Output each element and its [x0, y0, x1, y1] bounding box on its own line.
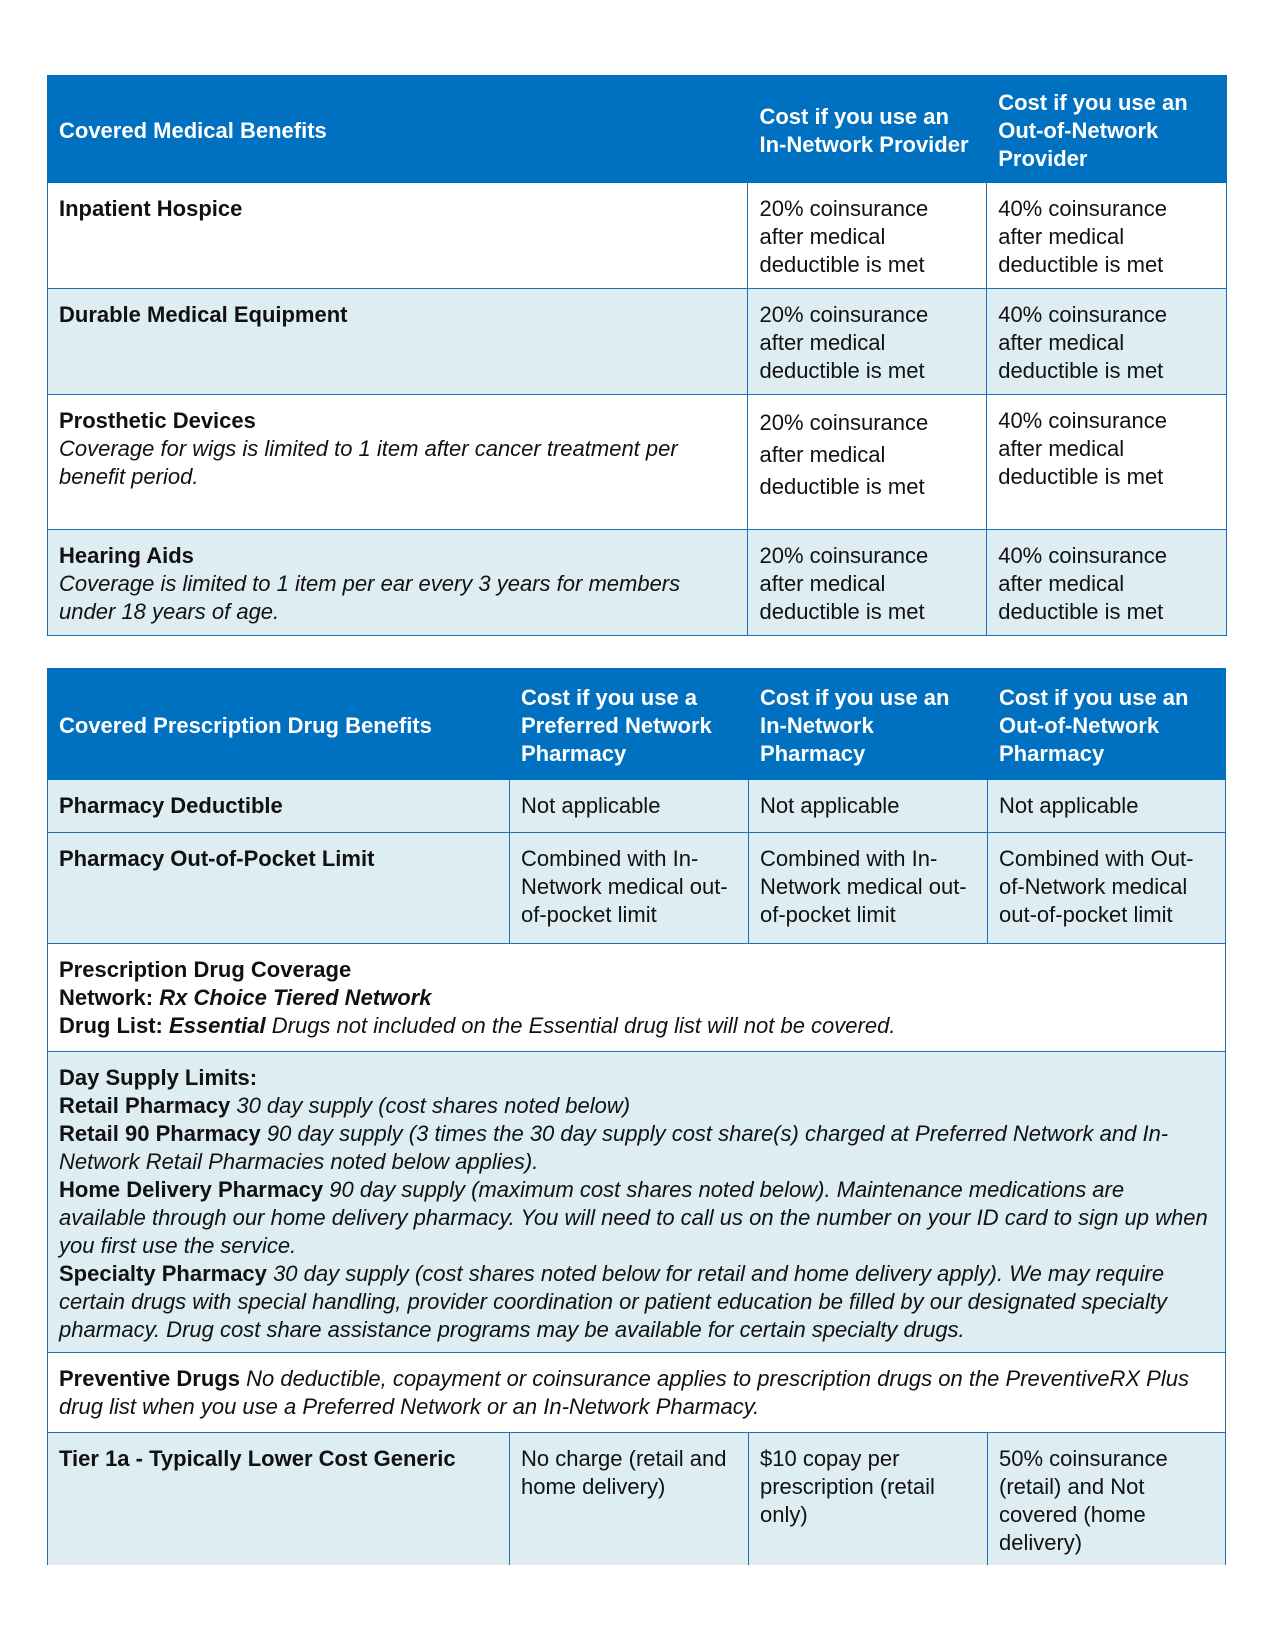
- out-network-cost: 40% coinsurance after medical deductible is met: [987, 530, 1227, 636]
- benefit-note: Coverage is limited to 1 item per ear every 3 years for members under 18 years of age.: [59, 571, 681, 624]
- preferred-cost: Not applicable: [510, 780, 749, 833]
- in-network-cost: 20% coinsurance after medical deductible is met: [748, 289, 987, 395]
- druglist-line: [59, 1012, 1214, 1040]
- preferred-cost: Combined with In-Network medical out-of-pocket limit: [510, 833, 749, 944]
- benefit-name: Durable Medical Equipment: [59, 302, 348, 327]
- preventive-label: Preventive Drugs: [59, 1366, 240, 1391]
- network-value: Rx Choice Tiered Network: [159, 985, 432, 1010]
- table-row: [48, 183, 1227, 289]
- network-line: [59, 984, 1214, 1012]
- home-line: [59, 1176, 1214, 1260]
- druglist-note: Drugs not included on the Essential drug list will not be covered.: [271, 1013, 896, 1038]
- rx-header-in-network: Cost if you use an In-Network Pharmacy: [749, 669, 988, 780]
- retail90-label: Retail 90 Pharmacy: [59, 1121, 261, 1146]
- retail-text: 30 day supply (cost shares noted below): [236, 1093, 631, 1118]
- out-network-cost: Not applicable: [988, 780, 1226, 833]
- in-network-cost: 20% coinsurance after medical deductible is met: [748, 530, 987, 636]
- retail-line: [59, 1092, 1214, 1120]
- preventive-cell: [48, 1353, 1226, 1433]
- preventive-row: [48, 1353, 1226, 1433]
- rx-header-out-network: Cost if you use an Out-of-Network Pharmacy: [988, 669, 1226, 780]
- preventive-text: No deductible, copayment or coinsurance applies to prescription drugs on the PreventiveRX Plus drug list when you use a Preferred Network or an In-Network Pharmacy.: [59, 1366, 1189, 1419]
- pharmacy-deductible-label: Pharmacy Deductible: [48, 780, 510, 833]
- out-network-cost: 40% coinsurance after medical deductible is met: [987, 395, 1227, 530]
- in-network-cost: Combined with In-Network medical out-of-pocket limit: [749, 833, 988, 944]
- specialty-text: 30 day supply (cost shares noted below for retail and home delivery apply). We may require certain drugs with special handling, provider coordination or patient education be filled by our designated specialty pharmacy. Drug cost share assistance programs may be available for certain specialty drugs.: [59, 1261, 1168, 1342]
- retail-label: Retail Pharmacy: [59, 1093, 231, 1118]
- tier1a-label: Tier 1a - Typically Lower Cost Generic: [48, 1433, 510, 1566]
- out-network-cost: 40% coinsurance after medical deductible is met: [987, 289, 1227, 395]
- rx-header-preferred: Cost if you use a Preferred Network Pharmacy: [510, 669, 749, 780]
- table-row: [48, 530, 1227, 636]
- in-network-cost: Not applicable: [749, 780, 988, 833]
- table-row: [48, 395, 1227, 530]
- in-network-cost: $10 copay per prescription (retail only): [749, 1433, 988, 1566]
- supply-cell: [48, 1052, 1226, 1353]
- prescription-benefits-table: [47, 668, 1226, 1565]
- in-network-cost: 20% coinsurance after medical deductible is met: [748, 395, 987, 530]
- benefit-name-cell: [48, 183, 748, 289]
- rx-header-row: [48, 669, 1226, 780]
- druglist-label: Drug List:: [59, 1013, 163, 1038]
- coverage-row: [48, 944, 1226, 1052]
- medical-benefits-table: [47, 75, 1227, 636]
- home-text: 90 day supply (maximum cost shares noted below). Maintenance medications are available through our home delivery pharmacy. You will need to call us on the number on your ID card to sign up when you first use the service.: [59, 1177, 1208, 1258]
- rx-header-benefit: Covered Prescription Drug Benefits: [48, 669, 510, 780]
- benefit-name-cell: [48, 395, 748, 530]
- benefit-name-cell: [48, 530, 748, 636]
- specialty-label: Specialty Pharmacy: [59, 1261, 267, 1286]
- retail90-line: [59, 1120, 1214, 1176]
- specialty-line: [59, 1260, 1214, 1344]
- benefit-name: Prosthetic Devices: [59, 408, 256, 433]
- table-row: [48, 833, 1226, 944]
- medical-header-in-network: Cost if you use an In-Network Provider: [748, 76, 987, 183]
- coverage-title: Prescription Drug Coverage: [59, 957, 352, 982]
- medical-header-out-network: Cost if you use an Out-of-Network Provider: [987, 76, 1227, 183]
- medical-header-benefit: Covered Medical Benefits: [48, 76, 748, 183]
- out-network-cost: 50% coinsurance (retail) and Not covered (home delivery): [988, 1433, 1226, 1566]
- druglist-value: Essential: [169, 1013, 266, 1038]
- pharmacy-oop-label: Pharmacy Out-of-Pocket Limit: [48, 833, 510, 944]
- table-row: [48, 780, 1226, 833]
- benefit-name-cell: [48, 289, 748, 395]
- table-row: [48, 289, 1227, 395]
- coverage-cell: [48, 944, 1226, 1052]
- benefit-name: Hearing Aids: [59, 543, 194, 568]
- supply-row: [48, 1052, 1226, 1353]
- network-label: Network:: [59, 985, 154, 1010]
- supply-title: Day Supply Limits:: [59, 1065, 258, 1090]
- home-label: Home Delivery Pharmacy: [59, 1177, 324, 1202]
- out-network-cost: 40% coinsurance after medical deductible is met: [987, 183, 1227, 289]
- in-network-cost: 20% coinsurance after medical deductible is met: [748, 183, 987, 289]
- benefit-name: Inpatient Hospice: [59, 196, 243, 221]
- preferred-cost: No charge (retail and home delivery): [510, 1433, 749, 1566]
- benefit-note: Coverage for wigs is limited to 1 item after cancer treatment per benefit period.: [59, 436, 678, 489]
- table-row: [48, 1433, 1226, 1566]
- retail90-text: 90 day supply (3 times the 30 day supply cost share(s) charged at Preferred Network and In-Network Retail Pharmacies noted below applies).: [59, 1121, 1169, 1174]
- out-network-cost: Combined with Out-of-Network medical out-of-pocket limit: [988, 833, 1226, 944]
- medical-header-row: [48, 76, 1227, 183]
